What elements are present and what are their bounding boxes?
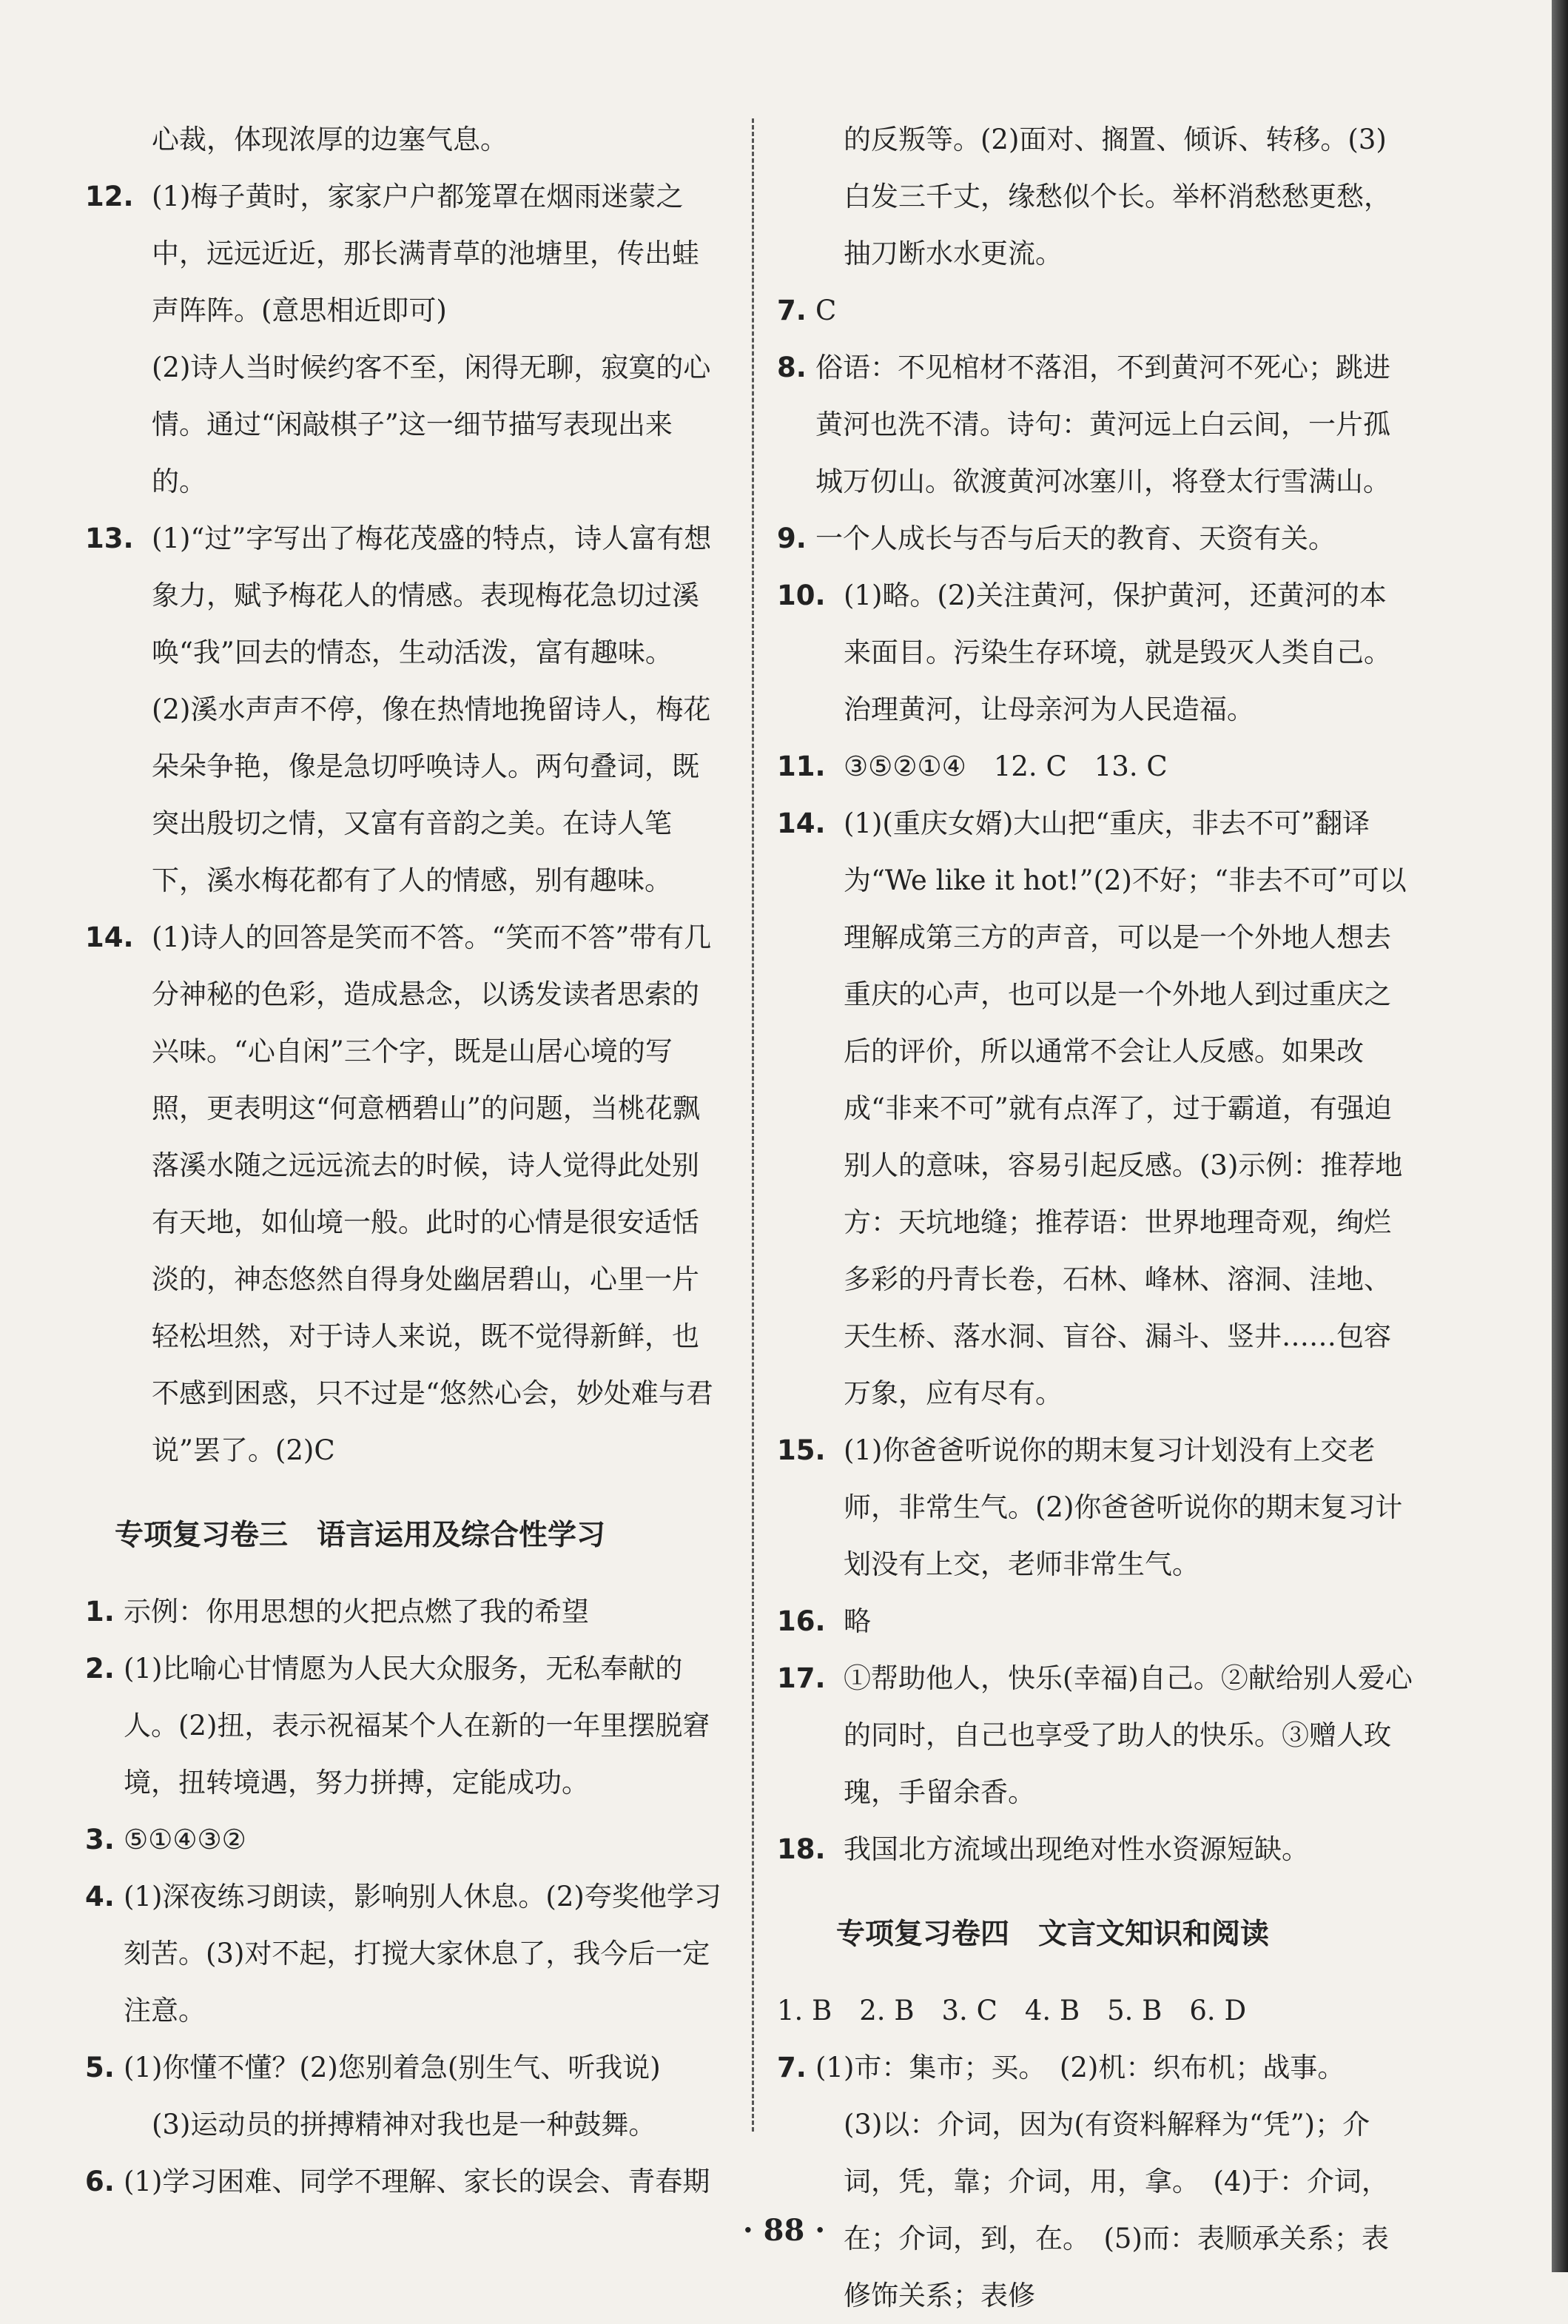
left-answers-bottom	[85, 1583, 721, 2210]
answer-item	[777, 2039, 1413, 2096]
question-number: 9.	[777, 523, 807, 554]
answer-text: (1)深夜练习朗读，影响别人休息。(2)夸奖他学习刻苦。(3)对不起，打搅大家休息了，我今后一定注意。	[124, 1881, 721, 2026]
answer-text: 心裁，体现浓厚的边塞气息。	[152, 124, 508, 155]
answer-item	[85, 1640, 721, 1811]
answer-item	[777, 111, 1413, 282]
answer-text: 俗语：不见棺材不落泪，不到黄河不死心；跳进黄河也洗不清。诗句：黄河远上白云间，一片孤城万仞山。欲渡黄河冰塞川，将登太行雪满山。	[815, 352, 1390, 497]
left-column	[85, 111, 721, 2210]
answer-item	[777, 1650, 1413, 1821]
answer-item	[85, 1811, 721, 1868]
answer-text: 我国北方流域出现绝对性水资源短缺。	[844, 1833, 1309, 1865]
answer-text: (1)比喻心甘情愿为人民大众服务，无私奉献的人。(2)扭，表示祝福某个人在新的一年里摆脱窘境，扭转境遇，努力拼搏，定能成功。	[124, 1653, 710, 1799]
question-number: 1.	[85, 1596, 115, 1628]
question-number: 6.	[85, 2166, 115, 2197]
question-number: 14.	[85, 921, 134, 953]
answer-item	[85, 1583, 721, 1640]
answer-item	[777, 510, 1413, 567]
answer-text: 的反叛等。(2)面对、搁置、倾诉、转移。(3)白发三千丈，缘愁似个长。举杯消愁愁更愁，抽刀断水水更流。	[844, 124, 1391, 269]
question-number: 11.	[777, 750, 826, 782]
answer-text: 一个人成长与否与后天的教育、天资有关。	[815, 523, 1336, 554]
question-number: 18.	[777, 1833, 826, 1865]
question-number: 12.	[85, 181, 134, 212]
answer-text: 略	[844, 1605, 871, 1637]
answer-text: (3)运动员的拼搏精神对我也是一种鼓舞。	[152, 2109, 656, 2140]
answer-text: (1)略。(2)关注黄河，保护黄河，还黄河的本来面目。污染生存环境，就是毁灭人类自己。治理黄河，让母亲河为人民造福。	[844, 580, 1391, 725]
answer-text: (2)诗人当时候约客不至，闲得无聊，寂寞的心情。通过“闲敲棋子”这一细节描写表现出来的。	[152, 352, 711, 497]
right-answers-top	[777, 111, 1413, 1878]
answer-item	[85, 2096, 721, 2153]
answer-text: ③⑤②①④ 12. C 13. C	[844, 750, 1168, 782]
answer-item	[85, 681, 721, 909]
answer-text: (2)溪水声声不停，像在热情地挽留诗人，梅花朵朵争艳，像是急切呼唤诗人。两句叠词，既突出殷切之情，又富有音韵之美。在诗人笔下，溪水梅花都有了人的情感，别有趣味。	[152, 693, 711, 896]
question-number: 14.	[777, 807, 826, 839]
question-number: 15.	[777, 1434, 826, 1466]
question-number: 7.	[777, 295, 807, 326]
answer-text: (1)你爸爸听说你的期末复习计划没有上交老师，非常生气。(2)你爸爸听说你的期末复习计划没有上交，老师非常生气。	[844, 1434, 1403, 1580]
question-number: 16.	[777, 1605, 826, 1637]
answer-text: (1)梅子黄时，家家户户都笼罩在烟雨迷蒙之中，远远近近，那长满青草的池塘里，传出蛙声阵阵。(意思相近即可)	[152, 181, 699, 326]
answer-text: 示例：你用思想的火把点燃了我的希望	[124, 1596, 589, 1628]
answer-text: (1)诗人的回答是笑而不答。“笑而不答”带有几分神秘的色彩，造成悬念，以诱发读者思索的兴味。“心自闲”三个字，既是山居心境的写照，更表明这“何意栖碧山”的问题，当桃花飘落溪水随之远远流去的时候，诗人觉得此处别有天地，如仙境一般。此时的心情是很安适恬淡的，神态悠然自得身处幽居碧山，心里一片轻松坦然，对于诗人来说，既不觉得新鲜，也不感到困惑，只不过是“悠然心会，妙处难与君说”罢了。(2)C	[152, 921, 713, 1466]
answer-item	[777, 339, 1413, 510]
right-column	[777, 111, 1413, 2324]
answer-item	[85, 909, 721, 1479]
question-number: 5.	[85, 2052, 115, 2083]
answer-text: (1)学习困难、同学不理解、家长的误会、青春期	[124, 2166, 710, 2197]
answer-item	[85, 2039, 721, 2096]
question-number: 10.	[777, 580, 826, 611]
question-number: 13.	[85, 523, 134, 554]
answer-item	[85, 1868, 721, 2039]
answer-text: (1)“过”字写出了梅花茂盛的特点，诗人富有想象力，赋予梅花人的情感。表现梅花急切过溪唤“我”回去的情态，生动活泼，富有趣味。	[152, 523, 712, 668]
left-answers-top	[85, 111, 721, 1479]
answer-item	[85, 2153, 721, 2210]
answer-item	[777, 567, 1413, 738]
page-number: · 88 ·	[742, 2213, 826, 2248]
answer-text: ①帮助他人，快乐(幸福)自己。②献给别人爱心的同时，自己也享受了助人的快乐。③赠人玫瑰，手留余香。	[844, 1662, 1413, 1808]
column-divider	[752, 118, 754, 2132]
answer-text: (1)市：集市；买。 (2)机：织布机；战事。	[815, 2052, 1345, 2083]
section-heading-4: 专项复习卷四 文言文知识和阅读	[836, 1918, 1270, 1951]
answer-item	[85, 339, 721, 510]
question-number: 2.	[85, 1653, 115, 1685]
scan-edge	[1552, 0, 1568, 2272]
question-number: 7.	[777, 2052, 807, 2083]
answer-item	[85, 510, 721, 681]
question-number: 8.	[777, 352, 807, 383]
answer-text: 1. B 2. B 3. C 4. B 5. B 6. D	[777, 1995, 1247, 2026]
answer-item	[777, 738, 1413, 795]
question-number: 4.	[85, 1881, 115, 1912]
answer-item	[777, 282, 1413, 339]
answer-text: (1)(重庆女婿)大山把“重庆，非去不可”翻译为“We like it hot!”(2)不好；“非去不可”可以理解成第三方的声音，可以是一个外地人想去重庆的心声，也可以是一个外地人到过重庆之后的评价，所以通常不会让人反感。如果改成“非来不可”就有点浑了，过于霸道，有强迫别人的意味，容易引起反感。(3)示例：推荐地方：天坑地缝；推荐语：世界地理奇观，绚烂多彩的丹青长卷，石林、峰林、溶洞、洼地、天生桥、落水洞、盲谷、漏斗、竖井……包容万象，应有尽有。	[844, 807, 1407, 1409]
answer-item	[777, 1422, 1413, 1593]
answer-item	[777, 2096, 1413, 2324]
answer-item	[85, 111, 721, 168]
question-number: 3.	[85, 1824, 115, 1855]
answer-item	[777, 1821, 1413, 1878]
answer-text: C	[815, 295, 837, 326]
answer-item	[777, 795, 1413, 1422]
right-answers-bottom	[777, 1982, 1413, 2324]
answer-text: (3)以：介词，因为(有资料解释为“凭”)；介词，凭，靠；介词，用，拿。 (4)于：介词，在；介词，到，在。 (5)而：表顺承关系；表修饰关系；表修	[844, 2109, 1389, 2311]
section-heading-3: 专项复习卷三 语言运用及综合性学习	[115, 1519, 606, 1552]
answer-item	[777, 1982, 1413, 2039]
answer-text: (1)你懂不懂？(2)您别着急(别生气、听我说)	[124, 2052, 661, 2083]
answer-text: ⑤①④③②	[124, 1824, 246, 1855]
answer-item	[85, 168, 721, 339]
answer-item	[777, 1593, 1413, 1650]
question-number: 17.	[777, 1662, 826, 1694]
